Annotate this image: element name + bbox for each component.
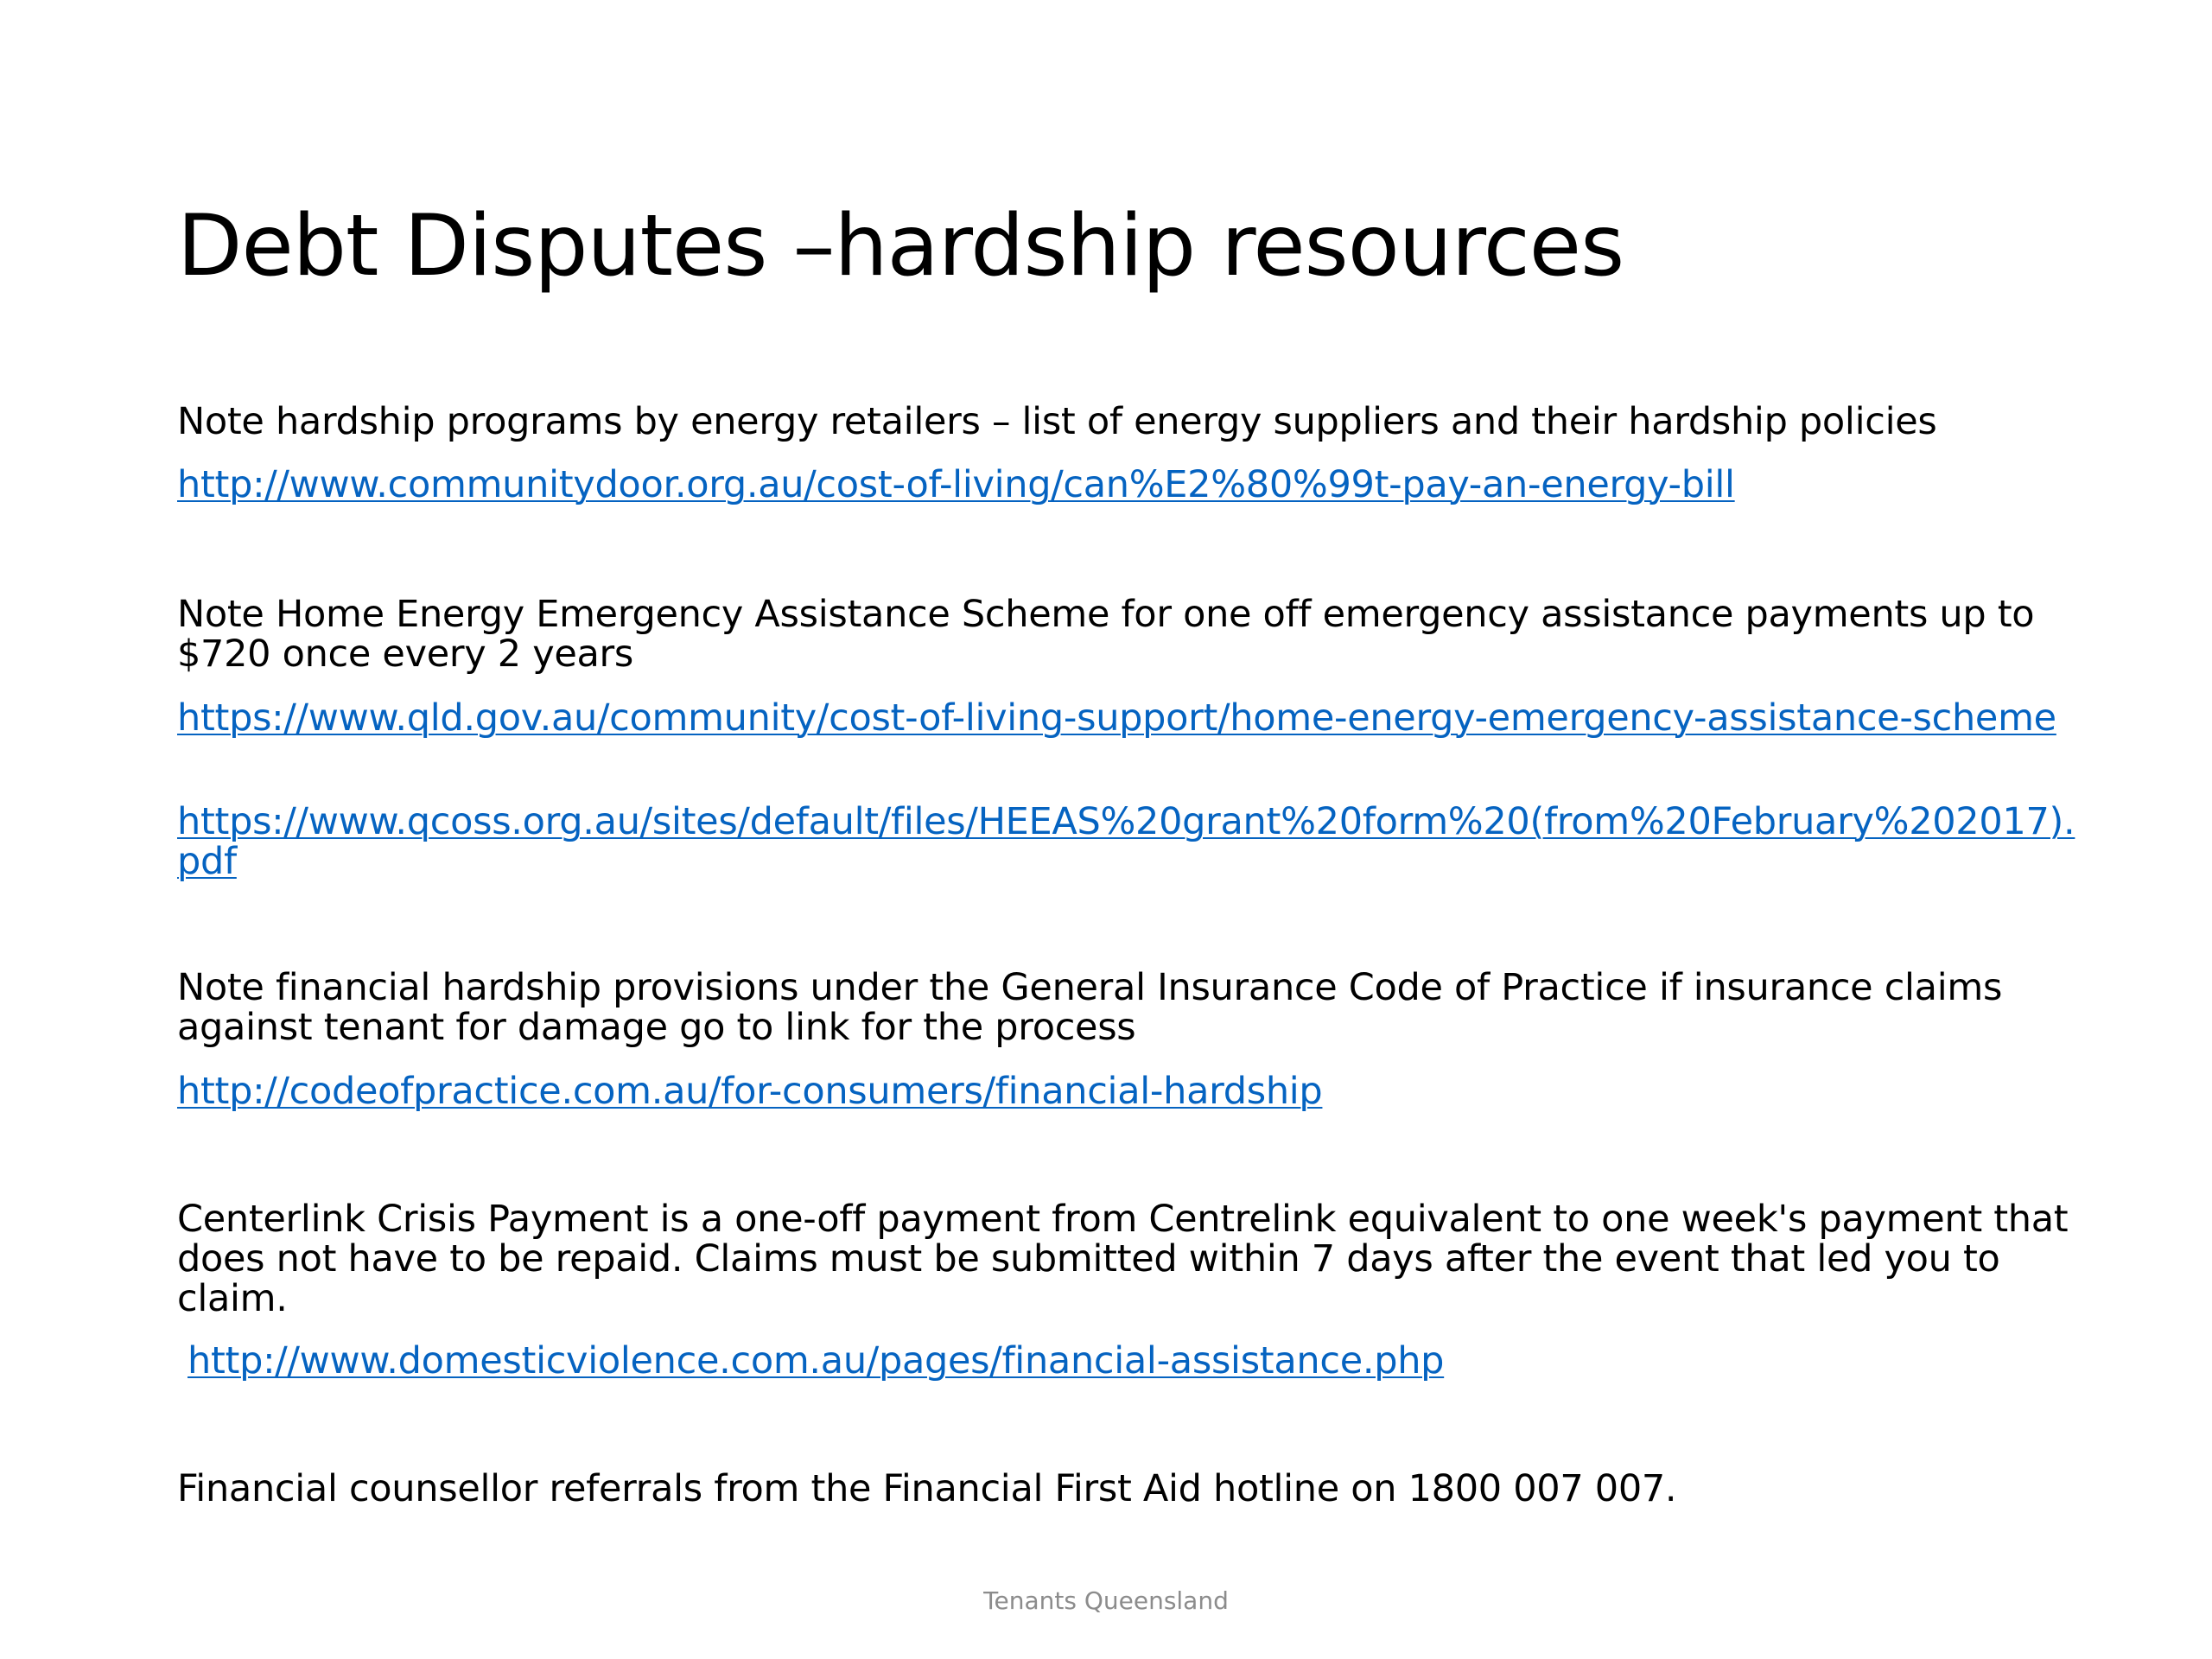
slide-footer: Tenants Queensland: [983, 1586, 1229, 1615]
insurance-code-note: Note financial hardship provisions under the General Insurance Code of Practice if insurance claims against tenant for damage go to link for the process: [177, 966, 2003, 1049]
crisis-payment-note: Centerlink Crisis Payment is a one-off payment from Centrelink equivalent to one week's payment that does not have to be repaid. Claims must be submitted within 7 days after the event that led you to claim.: [177, 1198, 2069, 1320]
financial-counsellor-note: Financial counsellor referrals from the Financial First Aid hotline on 1800 007 007.: [177, 1467, 1677, 1510]
communitydoor-link[interactable]: http://www.communitydoor.org.au/cost-of-living/can%E2%80%99t-pay-an-energy-bill: [177, 463, 1735, 506]
qcoss-heeas-form-link[interactable]: https://www.qcoss.org.au/sites/default/files/HEEAS%20grant%20form%20(from%20February%202017).pdf: [177, 800, 2075, 883]
energy-retailers-note: Note hardship programs by energy retailers – list of energy suppliers and their hardship policies: [177, 400, 1937, 443]
heeas-note: Note Home Energy Emergency Assistance Scheme for one off emergency assistance payments up to $720 once every 2 years: [177, 593, 2035, 676]
qld-gov-heeas-link[interactable]: https://www.qld.gov.au/community/cost-of-living-support/home-energy-emergency-assistance-scheme: [177, 696, 2056, 740]
domesticviolence-link[interactable]: http://www.domesticviolence.com.au/pages/financial-assistance.php: [188, 1339, 1445, 1382]
codeofpractice-link[interactable]: http://codeofpractice.com.au/for-consumers/financial-hardship: [177, 1070, 1323, 1113]
slide-title: Debt Disputes –hardship resources: [177, 197, 1624, 296]
